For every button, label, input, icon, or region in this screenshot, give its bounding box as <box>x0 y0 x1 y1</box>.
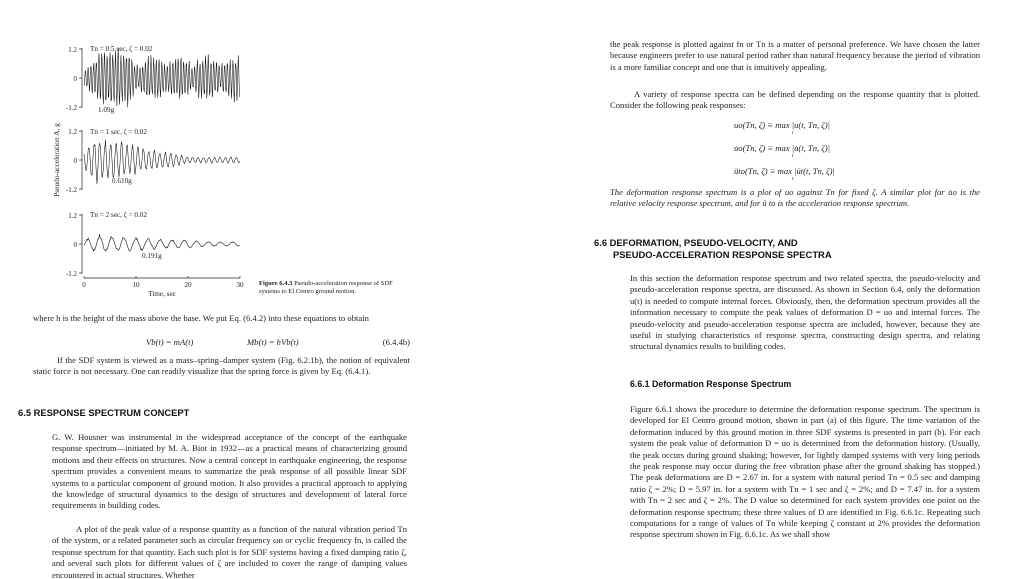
panel-3-tick-bottom: -1.2 <box>65 270 77 278</box>
subsection-heading-6-6-1: 6.6.1 Deformation Response Spectrum <box>630 379 792 389</box>
figure-caption-label: Figure 6.4.3 <box>259 280 293 287</box>
right-paragraph-4: In this section the deformation response spectrum and two related spectra, the pseudo-velocity and pseudo-acceleration response spectra, are discussed. As shown in Section 6.4, only the deformation u(t) is needed to compute internal forces. Obviously, then, the deformation spectrum provides all the information necessary to compute the peak values of deformation D = uo and internal forces. The pseudo-velocity and pseudo-acceleration response spectra are included, however, because they are useful in studying characteristics of response spectra, constructing design spectra, and relating structural dynamics results to building codes. <box>630 273 980 352</box>
peak-deformation-equation: uo(Tn, ζ) ≡ max |u(t, Tn, ζ)| <box>734 120 831 130</box>
panel-1 <box>66 44 240 114</box>
right-paragraph-1: the peak response is plotted against fn or Tn is a matter of personal preference. We have chosen the latter because engineers prefer to use natural period rather than natural frequency because the period of vibration is a more familiar concept and one that is intuitively appealing. <box>610 39 980 72</box>
left-paragraph-3: G. W. Housner was instrumental in the widespread acceptance of the concept of the earthquake response spectrum—initiated by M. A. Biot in 1932—as a practical means of characterizing ground motions and their effects on structures. Now a central concept in earthquake engineering, the response spectrum provides a convenient means to summarize the peak response of all possible linear SDF systems to a particular component of ground motion. It also provides a practical approach to applying the knowledge of structural dynamics to the design of structures and development of lateral force requirements in building codes. <box>52 432 407 511</box>
panel-3-tick-zero: 0 <box>73 241 77 249</box>
panel-3 <box>66 210 240 278</box>
acceleration-response-figure <box>0 0 260 300</box>
panel-2-tick-top: 1.2 <box>68 128 77 136</box>
section-heading-6-6-line-1: 6.6 DEFORMATION, PSEUDO-VELOCITY, AND <box>594 237 798 248</box>
peak-acceleration-equation: üto(Tn, ζ) ≡ max |üt(t, Tn, ζ)| <box>734 166 835 176</box>
peak-velocity-equation: u̇o(Tn, ζ) ≡ max |u̇(t, Tn, ζ)| <box>734 143 831 153</box>
equation-lhs: Vb(t) = mA(t) <box>146 337 194 347</box>
panel-2-waveform <box>84 140 240 185</box>
x-tick-10: 10 <box>132 281 140 289</box>
panel-1-peak-label: 1.09g <box>98 106 115 114</box>
panel-1-title: Tn = 0.5 sec, ζ = 0.02 <box>90 45 153 53</box>
eq-sub-1: t <box>792 130 794 136</box>
eq-sub-2: t <box>792 153 794 159</box>
right-page <box>512 0 1024 579</box>
x-axis-label: Time, sec <box>148 290 176 298</box>
panel-1-tick-bottom: -1.2 <box>65 104 77 112</box>
x-tick-0: 0 <box>82 281 86 289</box>
section-heading-6-6-line-2: PSEUDO-ACCELERATION RESPONSE SPECTRA <box>613 249 832 260</box>
equation-rhs: Mb(t) = hVb(t) <box>247 337 299 347</box>
y-axis-label: Pseudo-acceleration A, g <box>52 123 61 197</box>
left-paragraph-4: A plot of the peak value of a response quantity as a function of the natural vibration period Tn of the system, or a related parameter such as circular frequency ωn or cyclic frequency fn, is called the response spectrum for that quantity. Each such plot is for SDF systems having a fixed damping ratio ζ, and several such plots for different values of ζ are included to cover the range of damping values encountered in actual structures. Whether <box>52 524 407 579</box>
x-tick-20: 20 <box>184 281 192 289</box>
panel-1-tick-top: 1.2 <box>68 46 77 54</box>
figure-caption-text: Pseudo-acceleration response of SDF systems to El Centro ground motion. <box>259 280 393 296</box>
panel-1-waveform <box>84 48 240 107</box>
panel-3-title: Tn = 2 sec, ζ = 0.02 <box>90 211 147 219</box>
panel-2-peak-label: 0.610g <box>112 177 132 185</box>
right-paragraph-2: A variety of response spectra can be defined depending on the response quantity that is plotted. Consider the following peak responses: <box>610 89 980 111</box>
panel-3-tick-top: 1.2 <box>68 212 77 220</box>
equation-number: (6.4.4b) <box>382 337 410 347</box>
right-paragraph-3: The deformation response spectrum is a plot of uo against Tn for fixed ζ. A similar plot for u̇o is the relative velocity response spectrum, and for ü to is the acceleration response spectrum. <box>610 187 980 209</box>
panel-2-tick-bottom: -1.2 <box>65 186 77 194</box>
left-paragraph-1: where h is the height of the mass above the base. We put Eq. (6.4.2) into these equations to obtain <box>33 313 369 323</box>
panel-3-peak-label: 0.191g <box>142 252 162 260</box>
panel-2-tick-zero: 0 <box>73 157 77 165</box>
panel-3-waveform <box>84 234 240 251</box>
panel-2 <box>66 127 240 194</box>
section-heading-6-5: 6.5 RESPONSE SPECTRUM CONCEPT <box>18 407 190 418</box>
eq-sub-3: t <box>792 176 794 182</box>
panel-2-title: Tn = 1 sec, ζ = 0.02 <box>90 128 147 136</box>
x-tick-30: 30 <box>236 281 244 289</box>
left-paragraph-2: If the SDF system is viewed as a mass–spring–damper system (Fig. 6.2.1b), the notion of equivalent static force is not necessary. One can readily visualize that the spring force is given by Eq. (6.4.1). <box>33 355 410 377</box>
x-axis <box>82 276 244 298</box>
figure-caption <box>259 280 411 297</box>
panel-1-tick-zero: 0 <box>73 75 77 83</box>
right-paragraph-5: Figure 6.6.1 shows the procedure to determine the deformation response spectrum. The spectrum is developed for El Centro ground motion, shown in part (a) of this figure. The time variation of the deformation induced by this ground motion in three SDF systems is presented in part (b). For each system the peak value of deformation D = uo is determined from the deformation history. (Usually, the peak occurs during ground shaking; however, for lightly damped systems with very long periods the peak response may occur during the free vibration phase after the ground shaking has stopped.) The peak deformations are D = 2.67 in. for a system with natural period Tn = 0.5 sec and damping ratio ζ = 2%; D = 5.97 in. for a system with Tn = 1 sec and ζ = 2%; and D = 7.47 in. for a system with Tn = 2 sec and ζ = 2%. The D value so determined for each system provides one point on the deformation response spectrum; these three values of D are identified in Fig. 6.6.1c. Repeating such computations for a range of values of Tn while keeping ζ constant at 2% provides the deformation response spectrum shown in Fig. 6.6.1c. As we shall show <box>630 404 980 540</box>
